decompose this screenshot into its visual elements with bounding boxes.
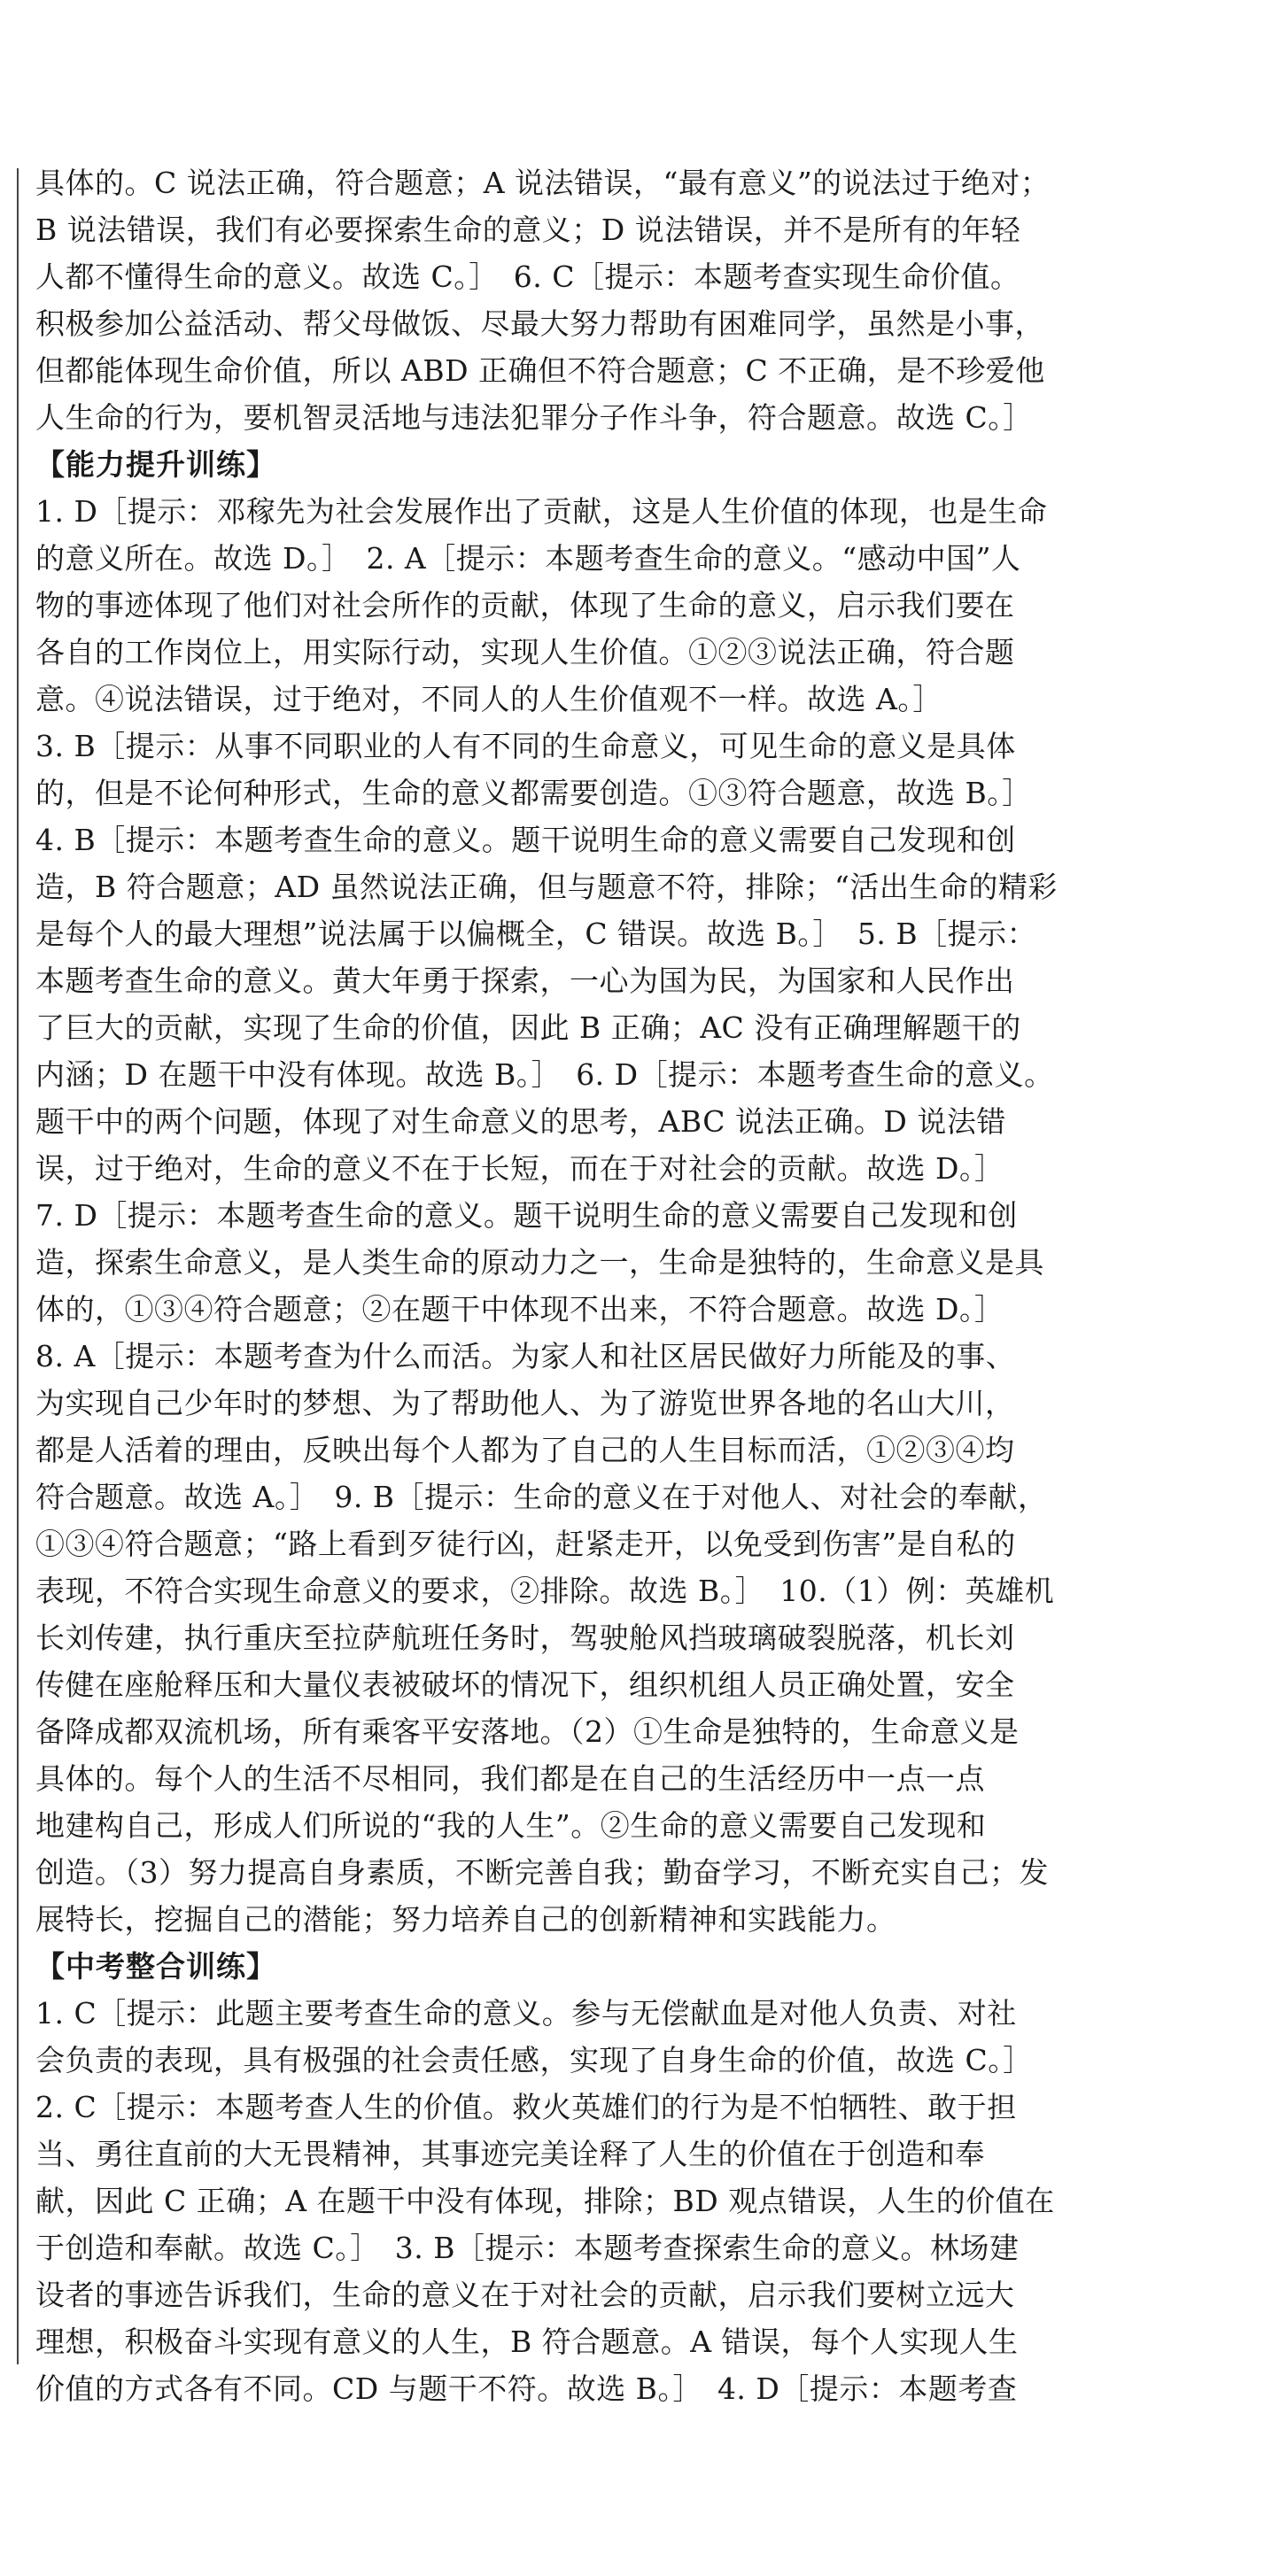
text-line: 符合题意。故选 A。］ 9. B［提示：生命的意义在于对他人、对社会的奉献，	[35, 1480, 1048, 1514]
text-line: 为实现自己少年时的梦想、为了帮助他人、为了游览世界各地的名山大川，	[35, 1386, 1015, 1420]
text-line: 物的事迹体现了他们对社会所作的贡献，体现了生命的意义，启示我们要在	[35, 588, 1015, 623]
text-line: 地建构自己，形成人们所说的“我的人生”。②生命的意义需要自己发现和	[35, 1808, 987, 1843]
text-line: 理想，积极奋斗实现有意义的人生，B 符合题意。A 错误，每个人实现人生	[35, 2325, 1019, 2359]
text-line: 3. B［提示：从事不同职业的人有不同的生命意义，可见生命的意义是具体	[35, 729, 1016, 763]
text-line: 造，探索生命意义，是人类生命的原动力之一，生命是独特的，生命意义是具	[35, 1245, 1044, 1280]
text-line: 献，因此 C 正确；A 在题干中没有体现，排除；BD 观点错误，人生的价值在	[35, 2184, 1055, 2218]
text-line: 各自的工作岗位上，用实际行动，实现人生价值。①②③说法正确，符合题	[35, 635, 1015, 669]
text-line: 备降成都双流机场，所有乘客平安落地。（2）①生命是独特的，生命意义是	[35, 1714, 1020, 1749]
text-line: 是每个人的最大理想”说法属于以偏概全，C 错误。故选 B。］ 5. B［提示：	[35, 917, 1037, 951]
text-line: 2. C［提示：本题考查人生的价值。救火英雄们的行为是不怕牺牲、敢于担	[35, 2090, 1017, 2124]
ability-training-section	[35, 441, 1178, 1943]
answer-text-column	[35, 159, 1178, 2412]
text-line: 的，但是不论何种形式，生命的意义都需要创造。①③符合题意，故选 B。］	[35, 776, 1032, 810]
text-line: 都是人活着的理由，反映出每个人都为了自己的人生目标而活，①②③④均	[35, 1433, 1015, 1467]
text-line: 的意义所在。故选 D。］ 2. A［提示：本题考查生命的意义。“感动中国”人	[35, 541, 1021, 576]
text-line: 造，B 符合题意；AD 虽然说法正确，但与题意不符，排除；“活出生命的精彩	[35, 870, 1058, 904]
left-margin-rule	[17, 168, 19, 2364]
text-line: 本题考查生命的意义。黄大年勇于探索，一心为国为民，为国家和人民作出	[35, 963, 1015, 998]
text-line: 长刘传建，执行重庆至拉萨航班任务时，驾驶舱风挡玻璃破裂脱落，机长刘	[35, 1621, 1015, 1655]
text-line: 于创造和奉献。故选 C。］ 3. B［提示：本题考查探索生命的意义。林场建	[35, 2231, 1020, 2265]
text-line: 当、勇往直前的大无畏精神，其事迹完美诠释了人生的价值在于创造和奉	[35, 2137, 985, 2171]
text-line: 设者的事迹告诉我们，生命的意义在于对社会的贡献，启示我们要树立远大	[35, 2278, 1015, 2312]
text-line: 内涵；D 在题干中没有体现。故选 B。］ 6. D［提示：本题考查生命的意义。	[35, 1057, 1054, 1092]
text-line: 但都能体现生命价值，所以 ABD 正确但不符合题意；C 不正确，是不珍爱他	[35, 353, 1045, 388]
text-line: 7. D［提示：本题考查生命的意义。题干说明生命的意义需要自己发现和创	[35, 1198, 1018, 1233]
text-line: 了巨大的贡献，实现了生命的价值，因此 B 正确；AC 没有正确理解题干的	[35, 1010, 1021, 1045]
text-line: 意。④说法错误，过于绝对，不同人的人生价值观不一样。故选 A。］	[35, 682, 942, 716]
text-line: 传健在座舱释压和大量仪表被破坏的情况下，组织机组人员正确处置，安全	[35, 1667, 1015, 1702]
text-line: 具体的。每个人的生活不尽相同，我们都是在自己的生活经历中一点一点	[35, 1761, 985, 1796]
text-line: 人生命的行为，要机智灵活地与违法犯罪分子作斗争，符合题意。故选 C。］	[35, 400, 1033, 435]
section-heading-ability-training: 【能力提升训练】	[35, 447, 276, 482]
continuation-block	[35, 159, 1178, 441]
text-line: 体的，①③④符合题意；②在题干中体现不出来，不符合题意。故选 D。］	[35, 1292, 1004, 1327]
text-line: 价值的方式各有不同。CD 与题干不符。故选 B。］ 4. D［提示：本题考查	[35, 2371, 1018, 2406]
text-line: 展特长，挖掘自己的潜能；努力培养自己的创新精神和实践能力。	[35, 1902, 896, 1937]
text-line: ①③④符合题意；“路上看到歹徒行凶，赶紧走开，以免受到伤害”是自私的	[35, 1527, 1016, 1561]
text-line: 题干中的两个问题，体现了对生命意义的思考，ABC 说法正确。D 说法错	[35, 1104, 1006, 1139]
text-line: 表现，不符合实现生命意义的要求，②排除。故选 B。］ 10.（1）例：英雄机	[35, 1574, 1055, 1608]
text-line: 创造。（3）努力提高自身素质，不断完善自我；勤奋学习，不断充实自己；发	[35, 1855, 1049, 1890]
text-line: 人都不懂得生命的意义。故选 C。］ 6. C［提示：本题考查实现生命价值。	[35, 259, 1020, 294]
exam-integration-section	[35, 1943, 1178, 2412]
text-line: 会负责的表现，具有极强的社会责任感，实现了自身生命的价值，故选 C。］	[35, 2043, 1033, 2077]
text-line: 4. B［提示：本题考查生命的意义。题干说明生命的意义需要自己发现和创	[35, 823, 1016, 857]
text-line: 8. A［提示：本题考查为什么而活。为家人和社区居民做好力所能及的事、	[35, 1339, 1016, 1373]
text-line: B 说法错误，我们有必要探索生命的意义；D 说法错误，并不是所有的年轻	[35, 213, 1021, 247]
text-line: 积极参加公益活动、帮父母做饭、尽最大努力帮助有困难同学，虽然是小事，	[35, 306, 1044, 341]
section-heading-exam-integration: 【中考整合训练】	[35, 1949, 276, 1984]
text-line: 1. D［提示：邓稼先为社会发展作出了贡献，这是人生价值的体现，也是生命	[35, 494, 1048, 529]
text-line: 1. C［提示：此题主要考查生命的意义。参与无偿献血是对他人负责、对社	[35, 1996, 1017, 2031]
text-line: 误，过于绝对，生命的意义不在于长短，而在于对社会的贡献。故选 D。］	[35, 1151, 1004, 1186]
text-line: 具体的。C 说法正确，符合题意；A 说法错误，“最有意义”的说法过于绝对；	[35, 166, 1051, 200]
